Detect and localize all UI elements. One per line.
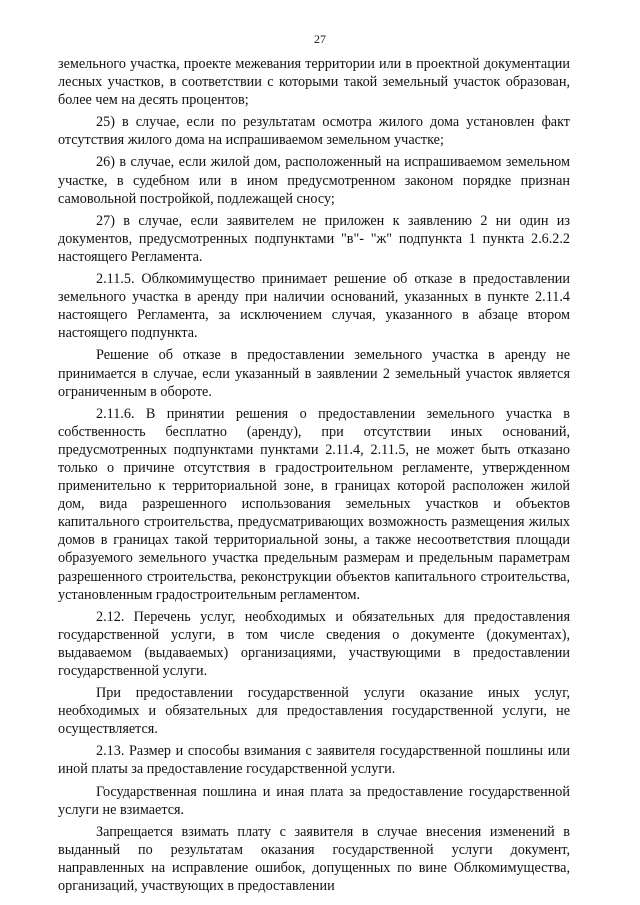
paragraph-item-27: 27) в случае, если заявителем не приложен к заявлению 2 ни один из документов, предусмотренных подпунктами "в"- "ж" подпункта 1 пункта 2.6.2.2 настоящего Регламента. xyxy=(58,212,570,265)
paragraph-no-other-services: При предоставлении государственной услуги оказание иных услуг, необходимых и обязательных для предоставления государственной услуги, не осуществляется. xyxy=(58,685,570,738)
paragraph-fee-prohibition: Запрещается взимать плату с заявителя в случае внесения изменений в выданный по результатам оказания государственной услуги документ, направленных на исправление ошибок, допущенных по вине Облкомимущества, организаций, участвующих в предоставлении xyxy=(58,823,570,895)
paragraph-no-fee: Государственная пошлина и иная плата за предоставление государственной услуги не взимается. xyxy=(58,783,570,818)
document-body xyxy=(58,55,570,899)
paragraph-2-12: 2.12. Перечень услуг, необходимых и обязательных для предоставления государственной услуги, в том числе сведения о документе (документах), выдаваемом (выдаваемых) организациями, участвующими в предоставлении государственной услуги. xyxy=(58,608,570,679)
paragraph-2-11-6: 2.11.6. В принятии решения о предоставлении земельного участка в собственность бесплатно (аренду), при отсутствии иных оснований, предусмотренных подпунктами пунктами 2.11.4, 2.11.5, не может быть отказано только о причине отсутствия в градостроительном регламенте, утвержденном применительно к территориальной зоне, в границах которой расположен жилой дом, вида разрешенного использования земельных участков и объектов капитального строительства, предусматривающих возможность размещения жилых домов в границах такой территориальной зоны, а также несоответствия площади образуемого земельного участка предельным размерам и предельным параметрам разрешенного строительства, реконструкции объектов капитального строительства, установленным градостроительным регламентом. xyxy=(58,405,570,603)
paragraph-2-13: 2.13. Размер и способы взимания с заявителя государственной пошлины или иной платы за предоставление государственной услуги. xyxy=(58,743,570,778)
paragraph-continuation: земельного участка, проекте межевания территории или в проектной документации лесных участков, в соответствии с которыми такой земельный участок образован, более чем на десять процентов; xyxy=(58,56,570,109)
paragraph-item-26: 26) в случае, если жилой дом, расположенный на испрашиваемом земельном участке, в судебном или в ином предусмотренном законом порядке признан самовольной постройкой, подлежащей сносу; xyxy=(58,154,570,207)
paragraph-item-25: 25) в случае, если по результатам осмотра жилого дома установлен факт отсутствия жилого дома на испрашиваемом земельном участке; xyxy=(58,114,570,149)
paragraph-refusal-exception: Решение об отказе в предоставлении земельного участка в аренду не принимается в случае, если указанный в заявлении 2 земельный участок является ограниченным в обороте. xyxy=(58,347,570,400)
paragraph-2-11-5: 2.11.5. Облкомимущество принимает решение об отказе в предоставлении земельного участка в аренду при наличии оснований, указанных в пункте 2.11.4 настоящего Регламента, за исключением случая, указанного в абзаце втором настоящего подпункта. xyxy=(58,271,570,342)
page-number: 27 xyxy=(314,32,326,46)
